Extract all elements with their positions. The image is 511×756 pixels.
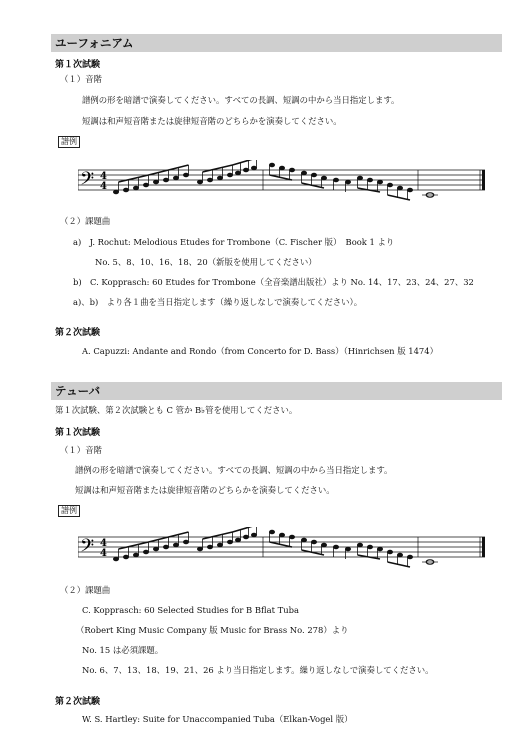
etude-option-a: a) J. Rochut: Melodious Etudes for Trombone（C. Fischer 版） Book 1 より: [73, 237, 395, 247]
time-signature-bottom: 4: [100, 181, 107, 192]
scale-staff-tuba: [78, 527, 488, 571]
tuba-etude-required: No. 15 は必須課題。: [82, 645, 164, 655]
scales-instruction: 譜例の形を暗譜で演奏してください。すべての長調、短調の中から当日指定します。: [82, 95, 400, 105]
tuba-round2-heading: 第２次試験: [55, 697, 101, 707]
etudes-heading: （２）課題曲: [60, 216, 111, 226]
etude-selection-note: a)、b) より各１曲を当日指定します（繰り返しなしで演奏してください）。: [73, 297, 363, 307]
tuba-scales-heading: （１）音階: [60, 445, 102, 455]
tuba-round2-piece: W. S. Hartley: Suite for Unaccompanied Tuba（Elkan-Vogel 版）: [82, 714, 353, 724]
tuba-bass-clef-icon: 𝄢: [80, 536, 95, 561]
round2-heading: 第２次試験: [55, 328, 101, 338]
time-signature-top: 4: [100, 171, 107, 182]
round1-heading: 第１次試験: [55, 60, 101, 70]
tuba-etude-book: C. Kopprasch: 60 Selected Studies for B Bflat Tuba: [82, 605, 299, 615]
tuba-time-signature-top: 4: [100, 538, 107, 549]
scales-minor-note: 短調は和声短音階または旋律短音階のどちらかを演奏してください。: [82, 116, 342, 126]
tuba-etude-publisher: （Robert King Music Company 版 Music for Brass No. 278）より: [76, 625, 349, 635]
round2-piece: A. Capuzzi: Andante and Rondo（from Concerto for D. Bass）（Hinrichsen 版 1474）: [82, 346, 438, 356]
bass-clef-icon: 𝄢: [80, 169, 95, 194]
tuba-round1-heading: 第１次試験: [55, 428, 101, 438]
scales-heading: （１）音階: [60, 74, 102, 84]
example-label: 譜例: [58, 136, 80, 148]
tuba-time-signature-bottom: 4: [100, 548, 107, 559]
tuba-instrument-note: 第１次試験、第２次試験とも C 管か B♭管を使用してください。: [55, 405, 298, 415]
tuba-scales-instruction: 譜例の形を暗譜で演奏してください。すべての長調、短調の中から当日指定します。: [75, 465, 393, 475]
scale-staff-euphonium: [78, 160, 488, 204]
tuba-etudes-heading: （２）課題曲: [60, 585, 111, 595]
tuba-example-label: 譜例: [58, 505, 80, 517]
etude-option-a-numbers: No. 5、8、10、16、18、20（新版を使用してください）: [95, 257, 317, 267]
tuba-etude-selection: No. 6、7、13、18、19、21、26 より当日指定します。繰り返しなしで演奏してください。: [82, 665, 434, 675]
tuba-scales-minor-note: 短調は和声短音階または旋律短音階のどちらかを演奏してください。: [75, 485, 335, 495]
section-bar-tuba: [51, 382, 502, 400]
section-title-tuba: テューバ: [55, 384, 101, 398]
etude-option-b: b) C. Kopprasch: 60 Etudes for Trombone（全音楽譜出版社）より No. 14、17、23、24、27、32: [73, 277, 474, 287]
section-title-euphonium: ユーフォニアム: [55, 36, 134, 50]
